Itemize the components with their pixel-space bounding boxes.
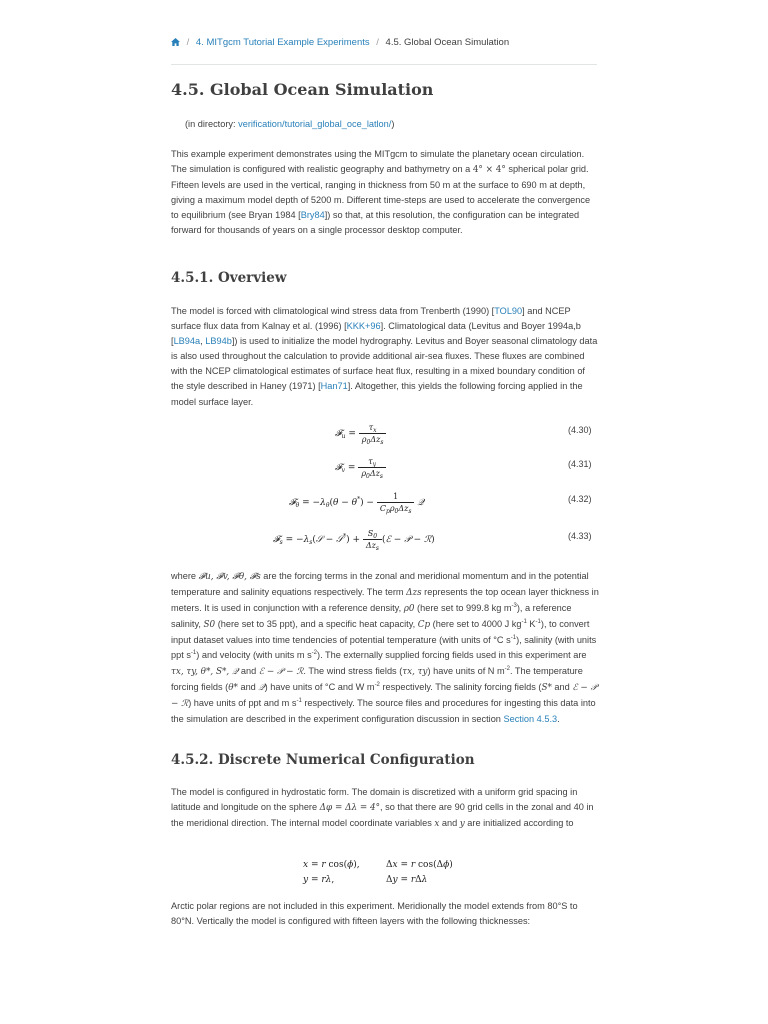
section-link[interactable]: Section 4.5.3 (503, 713, 558, 724)
coordinate-spacing-equations: Δx = r cos(Δϕ) Δy = rΔλ (386, 860, 453, 885)
home-icon[interactable] (171, 38, 180, 46)
section-heading-discrete: 4.5.2. Discrete Numerical Configuration (171, 752, 475, 768)
citation-link[interactable]: LB94b (205, 336, 232, 347)
forcing-description-paragraph: where 𝓕u, 𝓕v, 𝓕θ, 𝓕s are the forcing terms in the zonal and meridional momentum and in the potential temperature and salinity equations respectively. The term Δzs represents the top ocean layer thickness in meters. It is used in conjunction with a reference density, ρ0 (here set to 999.8 kg $m^{-3}$), a reference salinity, S0 (here set to 35 ppt), and a specific heat capacity, Cp (here set to 4000 J $kg^{-1}$ $K^{-1}$), to convert input dataset values into time tendencies of potential temperature (with units of °C $s^{-1}$), salinity (with units ppt $s^{-1}$) and velocity (with units m $s^{-2}$). The externally supplied forcing fields used in this experiment are τx, τy, θ*, S*, 𝒬 and ℰ − 𝒫 − ℛ. The wind stress fields (τx, τy) have units of N $m^{-2}$. The temperature forcing fields (θ* and 𝒬) have units of °C and W $m^{-2}$ respectively. The salinity forcing fields (S* and ℰ − 𝒫 − ℛ) have units of ppt and m $s^{-1}$ respectively. The source files and procedures for ingesting this data into the simulation are described in the experiment configuration discussion in section Section 4.5.3. (171, 571, 599, 724)
equation-4-33: 𝓕$_s$ = $-\lambda_s(𝒮$ − 𝒮*) + $\frac{S_0}{\Delta z_s}$ (ℰ − 𝒫 − ℛ) (273, 529, 435, 552)
page-title: 4.5. Global Ocean Simulation (171, 80, 434, 99)
citation-link[interactable]: TOL90 (494, 306, 523, 316)
equation-4-30: 𝓕$_u$ = $\frac{\tau_x}{\rho_0\Delta z_s}$ (335, 423, 386, 444)
citation-link[interactable]: LB94a (173, 336, 201, 347)
breadcrumb (171, 37, 509, 48)
citation-link[interactable]: Han71 (320, 381, 348, 392)
section-heading-overview: 4.5.1. Overview (171, 270, 287, 286)
math-inline: 4° × 4° (472, 165, 506, 176)
equation-4-31: 𝓕$_v$ = $\frac{\tau_y}{\rho_0\Delta z_s}$ (335, 457, 386, 478)
equation-4-32: 𝓕$_\theta$ = $-\lambda_\theta(\theta - \theta^*)$ − $\frac{1}{C_p\rho_0\Delta z_s}$ 𝒬 (289, 492, 424, 515)
equation-number: (4.33) (568, 531, 592, 541)
equation-number: (4.30) (568, 425, 592, 435)
directory-line: (in directory: verification/tutorial_global_oce_latlon/) (185, 119, 395, 129)
overview-paragraph: The model is forced with climatological wind stress data from Trenberth (1990) [TOL90] and NCEP surface flux data from Kalnay et al. (1996) [KKK+96]. Climatological data (Levitus and Boyer 1994a,b [LB94a, LB94b]) is used to initialize the model hydrography. Levitus and Boyer seasonal climatology data is also used throughout the calculation to provide additional air-sea fluxes. These fluxes are combined with the NCEP climatological estimates of surface heat flux, resulting in a mixed boundary condition of the style described in Haney (1971) [Han71]. Altogether, this yields the following forcing applied in the model surface layer. (171, 306, 598, 407)
coordinate-equations: x = r cos(ϕ), y = rλ, (303, 860, 360, 885)
directory-link[interactable]: verification/tutorial_global_oce_latlon/ (238, 119, 392, 129)
breadcrumb-separator: / (186, 37, 190, 48)
citation-link[interactable]: KKK+96 (346, 321, 381, 332)
breadcrumb-parent-link[interactable]: 4. MITgcm Tutorial Example Experiments (195, 37, 370, 48)
breadcrumb-separator: / (376, 37, 379, 48)
discrete-paragraph: The model is configured in hydrostatic form. The domain is discretized with a uniform grid spacing in latitude and longitude on the sphere Δφ = Δλ = 4°, so that there are 90 grid cells in the zonal and 40 in the meridional direction. The internal model coordinate variables x and y are initialized according to (171, 787, 594, 830)
equation-number: (4.31) (568, 459, 592, 469)
intro-paragraph: This example experiment demonstrates using the MITgcm to simulate the planetary ocean circulation. The simulation is configured with realistic geography and bathymetry on a 4° × 4° spherical polar grid. Fifteen levels are used in the vertical, ranging in thickness from 50 m at the surface to 690 m at depth, giving a maximum model depth of 5200 m. Different time-steps are used to accelerate the convergence to equilibrium (see Bryan 1984 [Bry84]) so that, at this resolution, the configuration can be integrated forward for thousands of years on a single processor desktop computer. (171, 149, 591, 236)
equation-number: (4.32) (568, 494, 592, 504)
divider (171, 64, 597, 65)
breadcrumb-current: 4.5. Global Ocean Simulation (385, 37, 510, 48)
citation-link[interactable]: Bry84 (300, 210, 325, 221)
arctic-paragraph: Arctic polar regions are not included in this experiment. Meridionally the model extends from 80°S to 80°N. Vertically the model is configured with fifteen layers with the following thicknesses: (171, 901, 578, 927)
